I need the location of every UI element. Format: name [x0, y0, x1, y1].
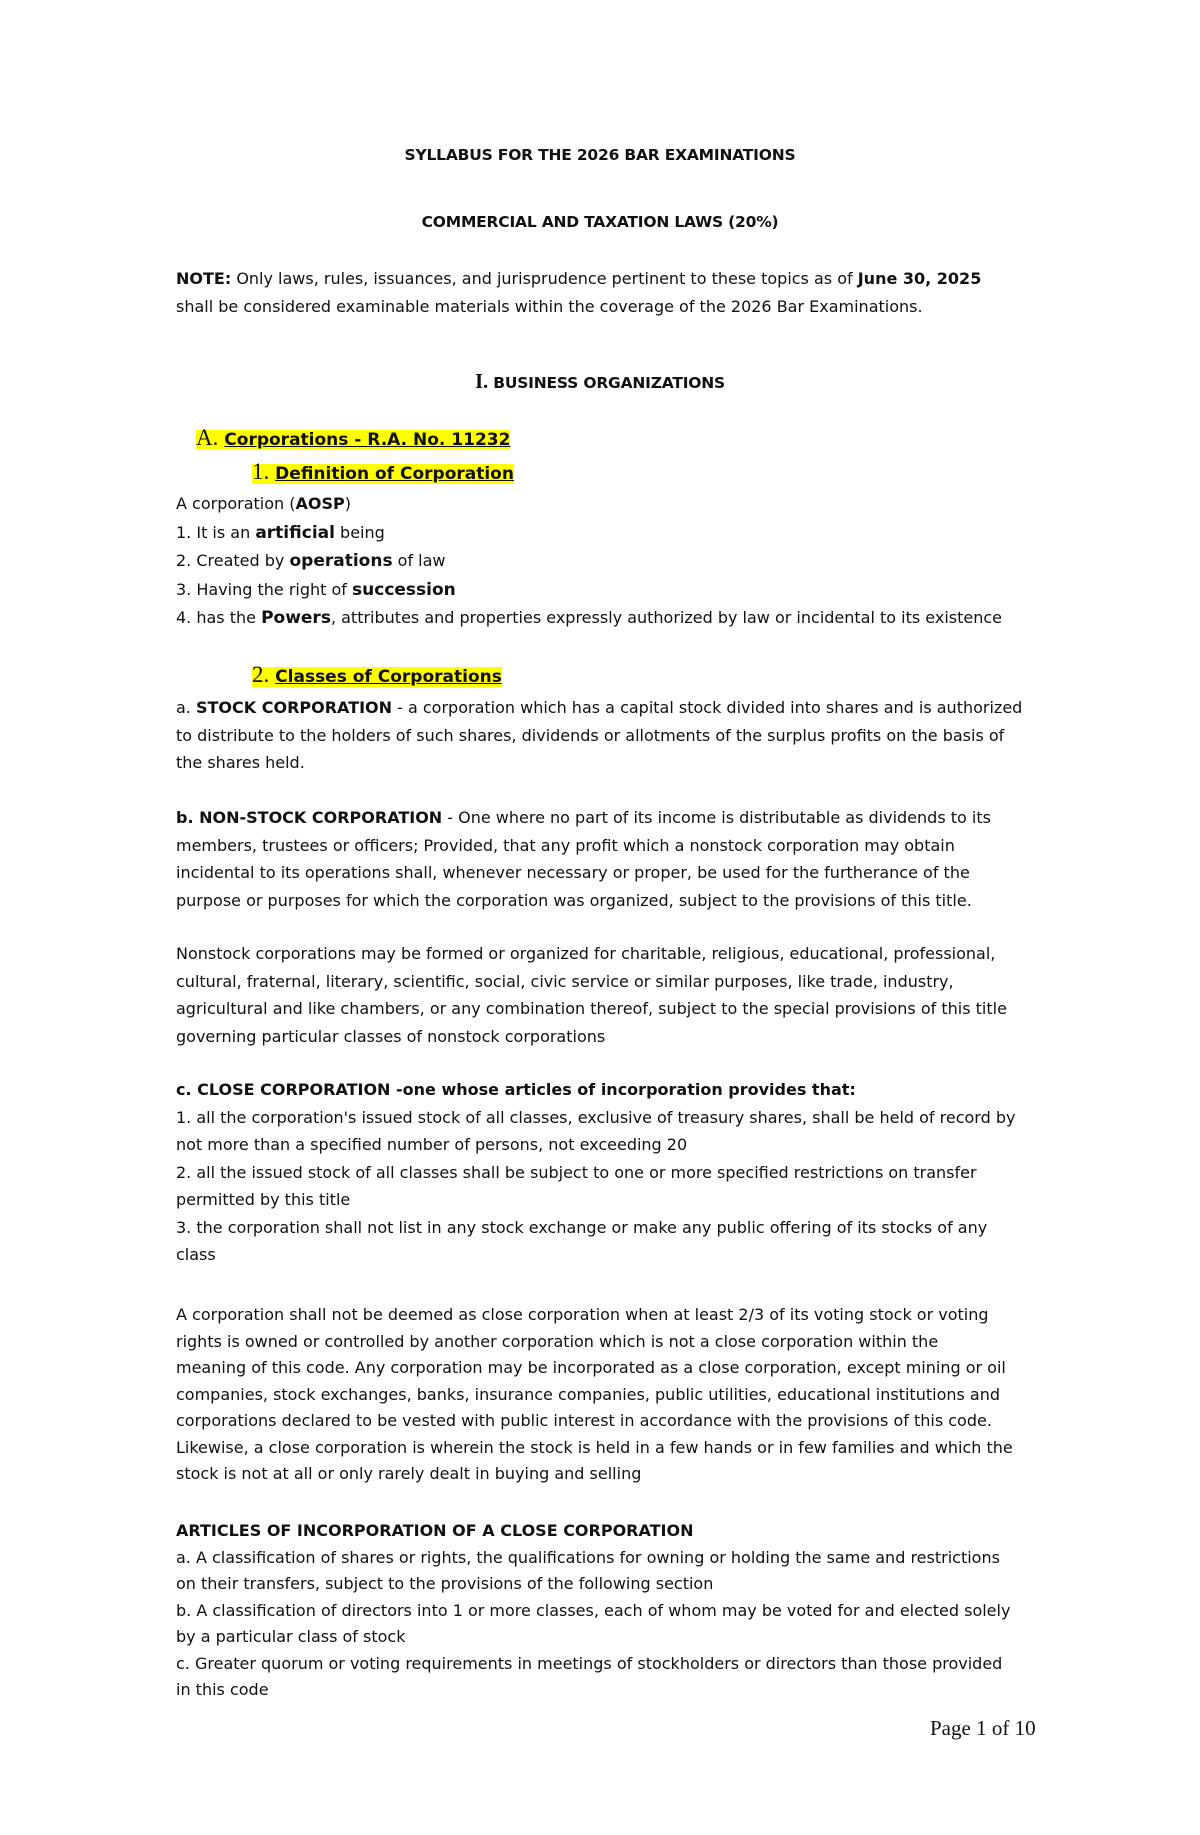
articles-paragraph: ARTICLES OF INCORPORATION OF A CLOSE CORPORATION a. A classification of shares or rights, the qualifications for owning or holding the same and restrictions on their transfers, subject to the provisions of the following section b. A classification of directors into 1 or more classes, each of whom may be voted for and elected solely by a particular class of stock c. Greater quorum or voting requirements in meetings of stockholders or directors than those provided in this code	[176, 1521, 1011, 1699]
note-label: NOTE:	[176, 269, 232, 288]
list-item: 1. It is an artificial being	[176, 522, 385, 543]
list-item: 3. Having the right of succession	[176, 579, 456, 600]
close-corporation-note-paragraph: A corporation shall not be deemed as close corporation when at least 2/3 of its voting stock or voting rights is owned or controlled by another corporation which is not a close corporation within the meaning of this code. Any corporation may be incorporated as a close corporation, except mining or oil companies, stock exchanges, banks, insurance companies, public utilities, educational institutions and corporations declared to be vested with public interest in accordance with the provisions of this code. Likewise, a close corporation is wherein the stock is held in a few hands or in few families and which the stock is not at all or only rarely dealt in buying and selling	[176, 1305, 1013, 1483]
list-item: 2. Created by operations of law	[176, 551, 446, 571]
stock-corporation-paragraph: a. STOCK CORPORATION - a corporation which has a capital stock divided into shares and is authorized to distribute to the holders of such shares, dividends or allotments of the surplus profits on the basis of the shares held.	[176, 698, 1023, 772]
note-date: June 30, 2025	[857, 269, 982, 288]
part-heading: I. BUSINESS ORGANIZATIONS	[474, 369, 725, 393]
list-item: 4. has the Powers, attributes and properties expressly authorized by law or incidental to its existence	[176, 608, 1003, 628]
document-title: SYLLABUS FOR THE 2026 BAR EXAMINATIONS	[404, 146, 796, 164]
section-2-heading: 2. Classes of Corporations	[252, 662, 502, 687]
note-paragraph: NOTE: Only laws, rules, issuances, and jurisprudence pertinent to these topics as of June 30, 2025 shall be considered examinable materials within the coverage of the 2026 Bar Examinations.	[176, 269, 982, 316]
section-1-heading: 1. Definition of Corporation	[252, 459, 514, 484]
nonstock-corporation-paragraph: b. NON-STOCK CORPORATION - One where no part of its income is distributable as dividends to its members, trustees or officers; Provided, that any profit which a nonstock corporation may obtain incidental to its operations shall, whenever necessary or proper, be used for the furtherance of the purpose or purposes for which the corporation was organized, subject to the provisions of this title.	[176, 808, 991, 910]
document-subtitle: COMMERCIAL AND TAXATION LAWS (20%)	[421, 213, 779, 231]
nonstock-purposes-paragraph: Nonstock corporations may be formed or organized for charitable, religious, educational, professional, cultural, fraternal, literary, scientific, social, civic service or similar purposes, like trade, industry, agricultural and like chambers, or any combination thereof, subject to the special provisions of this title governing particular classes of nonstock corporations	[176, 944, 1007, 1046]
articles-heading: ARTICLES OF INCORPORATION OF A CLOSE CORPORATION	[176, 1521, 694, 1540]
definition-list: A corporation (AOSP) 1. It is an artificial being 2. Created by operations of law 3. Having the right of succession 4. has the Powers, attributes and properties expressly authorized by law or incidental to its existence	[176, 490, 1096, 633]
section-a-heading: A. Corporations - R.A. No. 11232	[196, 425, 511, 450]
page-number: Page 1 of 10	[930, 1716, 1036, 1740]
close-corporation-paragraph: c. CLOSE CORPORATION -one whose articles of incorporation provides that: 1. all the corporation's issued stock of all classes, exclusive of treasury shares, shall be held of record by not more than a specified number of persons, not exceeding 20 2. all the issued stock of all classes shall be subject to one or more specified restrictions on transfer permitted by this title 3. the corporation shall not list in any stock exchange or make any public offering of its stocks of any class	[176, 1080, 1016, 1264]
